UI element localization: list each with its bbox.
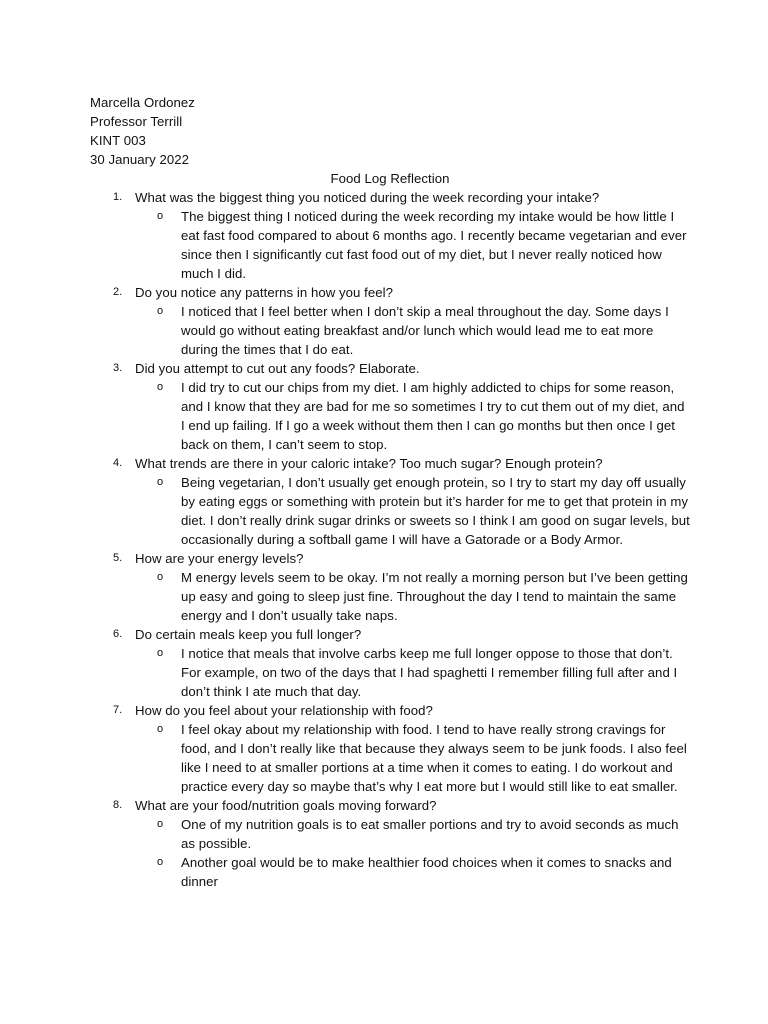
- question-text: Do certain meals keep you full longer?: [135, 627, 362, 642]
- answer-item: [135, 378, 690, 454]
- question-item: [90, 625, 690, 701]
- question-item: [90, 796, 690, 891]
- question-number: 8.: [113, 799, 123, 811]
- question-number: 1.: [113, 191, 123, 203]
- answer-item: [135, 853, 690, 891]
- answer-list: [135, 378, 690, 454]
- question-number: 4.: [113, 457, 123, 469]
- question-number: 5.: [113, 552, 123, 564]
- question-text: How are your energy levels?: [135, 551, 304, 566]
- author-name: Marcella Ordonez: [90, 95, 195, 110]
- answer-item: [135, 473, 690, 549]
- bullet-icon: o: [157, 571, 164, 583]
- answer-text: M energy levels seem to be okay. I’m not really a morning person but I’ve been getting up easy and going to sleep just fine. Throughout the day I tend to maintain the same energy and I don’t usually take naps.: [181, 570, 688, 623]
- question-text: What was the biggest thing you noticed during the week recording your intake?: [135, 190, 600, 205]
- bullet-icon: o: [157, 723, 164, 735]
- question-number: 3.: [113, 362, 123, 374]
- answer-list: [135, 720, 690, 796]
- professor-name: Professor Terrill: [90, 114, 183, 129]
- answer-text: I feel okay about my relationship with food. I tend to have really strong cravings for food, and I don’t really like that because they always seem to be junk foods. I also feel like I need to at smaller portions at a time when it comes to eating. I do workout and practice every day so maybe that’s why I eat more but I would still like to eat smaller.: [181, 722, 687, 794]
- document-date: 30 January 2022: [90, 152, 189, 167]
- document-body: [90, 93, 690, 891]
- answer-text: Being vegetarian, I don’t usually get enough protein, so I try to start my day off usually by eating eggs or something with protein but it’s harder for me to get that protein in my diet. I don’t really drink sugar drinks or sweets so I think I am good on sugar levels, but occasionally during a softball game I will have a Gatorade or a Body Armor.: [181, 475, 690, 547]
- course-code: KINT 003: [90, 133, 146, 148]
- bullet-icon: o: [157, 476, 164, 488]
- document-title: Food Log Reflection: [330, 171, 450, 186]
- answer-item: [135, 720, 690, 796]
- answer-item: [135, 302, 690, 359]
- answer-list: [135, 568, 690, 625]
- answer-text: The biggest thing I noticed during the week recording my intake would be how little I eat fast food compared to about 6 months ago. I recently became vegetarian and ever since then I significantly cut fast food out of my diet, but I never really noticed how much I did.: [181, 209, 687, 281]
- question-text: Did you attempt to cut out any foods? Elaborate.: [135, 361, 420, 376]
- question-item: [90, 188, 690, 283]
- bullet-icon: o: [157, 856, 164, 868]
- answer-item: [135, 568, 690, 625]
- bullet-icon: o: [157, 818, 164, 830]
- question-number: 7.: [113, 704, 123, 716]
- bullet-icon: o: [157, 381, 164, 393]
- question-item: [90, 701, 690, 796]
- answer-text: I notice that meals that involve carbs keep me full longer oppose to those that don’t. For example, on two of the days that I had spaghetti I remember filling full after and I don’t think I ate much that day.: [181, 646, 678, 699]
- answer-list: [135, 473, 690, 549]
- question-item: [90, 283, 690, 359]
- bullet-icon: o: [157, 210, 164, 222]
- question-text: Do you notice any patterns in how you feel?: [135, 285, 393, 300]
- question-item: [90, 549, 690, 625]
- question-text: How do you feel about your relationship with food?: [135, 703, 433, 718]
- question-number: 2.: [113, 286, 123, 298]
- answer-text: One of my nutrition goals is to eat smaller portions and try to avoid seconds as much as possible.: [181, 817, 679, 851]
- answer-item: [135, 644, 690, 701]
- answer-text: Another goal would be to make healthier food choices when it comes to snacks and dinner: [181, 855, 672, 889]
- answer-item: [135, 207, 690, 283]
- answer-list: [135, 302, 690, 359]
- answer-list: [135, 644, 690, 701]
- question-number: 6.: [113, 628, 123, 640]
- answer-text: I did try to cut our chips from my diet. I am highly addicted to chips for some reason, and I know that they are bad for me so sometimes I try to cut them out of my diet, and I end up failing. If I go a week without them then I can go months but then once I get back on them, I can’t seem to stop.: [181, 380, 685, 452]
- question-text: What are your food/nutrition goals moving forward?: [135, 798, 437, 813]
- bullet-icon: o: [157, 305, 164, 317]
- question-text: What trends are there in your caloric intake? Too much sugar? Enough protein?: [135, 456, 603, 471]
- question-list: [90, 188, 690, 891]
- answer-list: [135, 815, 690, 891]
- answer-list: [135, 207, 690, 283]
- question-item: [90, 454, 690, 549]
- answer-text: I noticed that I feel better when I don’t skip a meal throughout the day. Some days I would go without eating breakfast and/or lunch which would lead me to eat more during the times that I do eat.: [181, 304, 669, 357]
- bullet-icon: o: [157, 647, 164, 659]
- answer-item: [135, 815, 690, 853]
- question-item: [90, 359, 690, 454]
